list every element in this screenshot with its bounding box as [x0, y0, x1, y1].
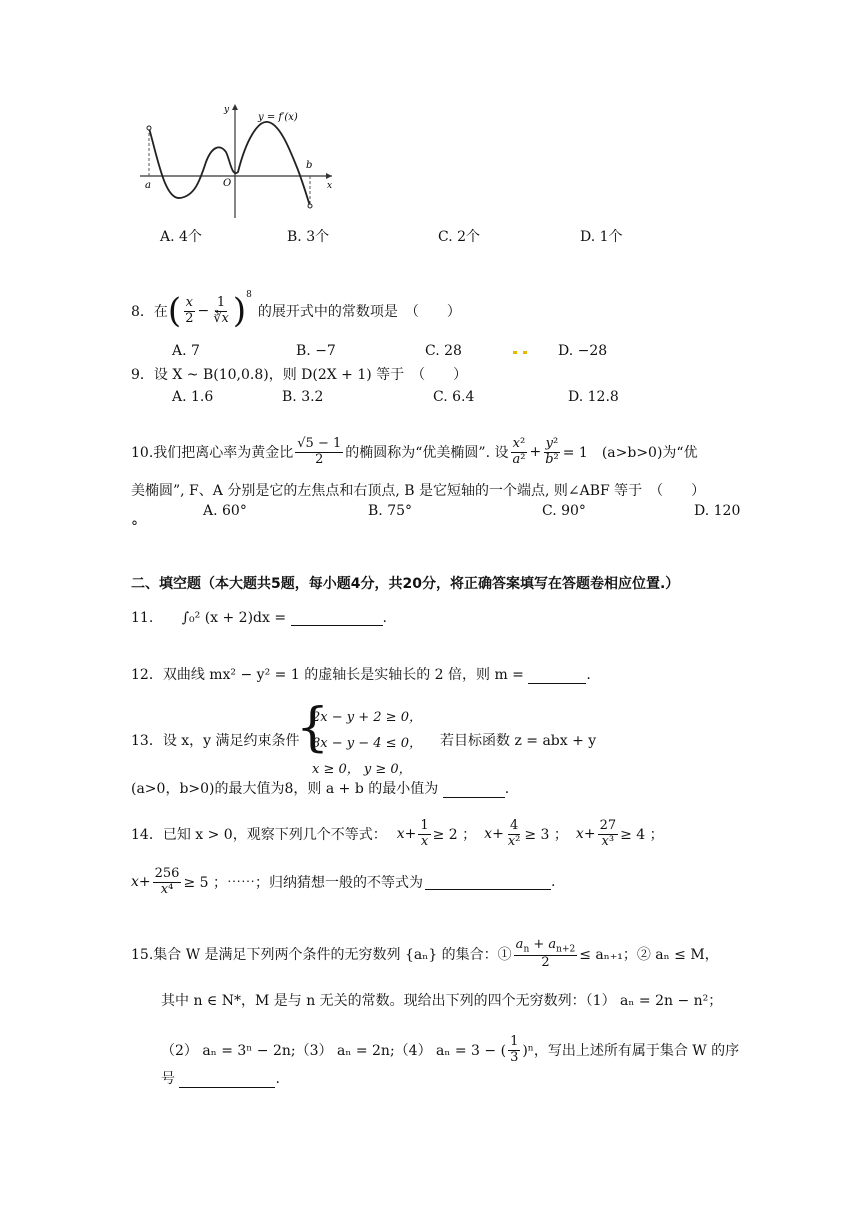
q15-line1: 15.集合 W 是满足下列两个条件的无穷数列 {aₙ} 的集合：① $\frac{a_n + a_{n+2}}{2}$ ≤ aₙ₊₁；② aₙ ≤ M， — [131, 936, 719, 971]
q10-line1: 10.我们把离心率为黄金比 $\frac{√5 - 1}{2}$ 的椭圆称为“优美椭圆”. 设 $\frac{\text{x²}}{\text{a²}}$ + $\frac{\text{y²}}{\text{b²}}$ = 1 (a>b>0)为“优 — [131, 436, 698, 467]
q8-option-b: B. −7 — [296, 343, 336, 359]
q12-answer-blank[interactable] — [528, 669, 586, 684]
q13-answer-blank[interactable] — [443, 783, 505, 798]
q15-line2: 其中 n ∈ N*，M 是与 n 无关的常数。现给出下列的四个无穷数列：（1） aₙ = 2n − n²； — [161, 993, 723, 1009]
q15-line4-text: 号 — [161, 1071, 175, 1087]
q13-line2 — [131, 778, 509, 798]
q9-option-c: C. 6.4 — [433, 389, 475, 405]
q10-line1c: = 1 (a>b>0)为“优 — [562, 445, 698, 461]
q14-ineq2: ≥ 3 ； — [524, 827, 568, 843]
q14-ineq3: ≥ 4 ； — [620, 827, 664, 843]
q15-end: . — [275, 1071, 280, 1087]
q7-option-c: C. 2个 — [438, 229, 481, 245]
q13-constraint-1: 2x − y + 2 ≥ 0， — [312, 710, 422, 725]
q12-text: 12．双曲线 mx² − y² = 1 的虚轴长是实轴长的 2 倍，则 m = — [131, 667, 524, 683]
q15-answer-blank[interactable] — [179, 1073, 275, 1088]
q14-ineq4: ≥ 5 ；⋯⋯；归纳猜想一般的不等式为 — [183, 875, 424, 891]
q9-option-d: D. 12.8 — [568, 389, 619, 405]
q13-line2-text: (a>0，b>0)的最大值为8，则 a + b 的最小值为 — [131, 781, 439, 797]
q10-line1b: 的椭圆称为“优美椭圆”. 设 — [345, 445, 509, 461]
origin-label: O — [223, 178, 232, 189]
q14-intro: 14．已知 x > 0，观察下列几个不等式： — [131, 827, 387, 843]
q10-option-b: B. 75° — [368, 503, 413, 519]
q8-line: 8．在 ( $\frac{x}{2}$ − $\frac{1}{∛x}$ ) $^8$ 的展开式中的常数项是 （ ） — [131, 290, 461, 331]
q15-line1a: 15.集合 W 是满足下列两个条件的无穷数列 {aₙ} 的集合：① — [131, 947, 512, 963]
q15-line3b: )ⁿ，写出上述所有属于集合 W 的序 — [522, 1043, 740, 1059]
section-header: 二、填空题（本大题共5题，每小题4分，共20分，将正确答案填写在答题卷相应位置.） — [131, 576, 680, 592]
axis-y-label: y — [224, 105, 230, 115]
q7-option-d: D. 1个 — [580, 229, 623, 245]
q10-option-c: C. 90° — [542, 503, 586, 519]
curve-label: y = f′(x) — [258, 112, 298, 123]
point-a-label: a — [145, 180, 151, 191]
q13-brace: { — [296, 698, 330, 758]
q15-line1b: ≤ aₙ₊₁；② aₙ ≤ M， — [579, 947, 719, 963]
q14-ineq1: ≥ 2 ； — [432, 827, 477, 843]
point-b-label: b — [306, 160, 313, 171]
q13-constraint-2: 8x − y − 4 ≤ 0， — [312, 736, 422, 751]
q7-option-b: B. 3个 — [287, 229, 330, 245]
q9-option-b: B. 3.2 — [282, 389, 324, 405]
q14-line1: 14．已知 x > 0，观察下列几个不等式： x + $\frac{1}{x}$ ≥ 2 ； x + $\frac{4}{\text{x²}}$ ≥ 3 ； x + $\frac{27}{\text{x³}}$ ≥ 4 ； — [131, 818, 664, 849]
q15-line3a: （2） aₙ = 3ⁿ − 2n;（3） aₙ = 2n;（4） aₙ = 3 − ( — [161, 1043, 507, 1059]
q11-expr: ∫₀² (x + 2)dx = — [181, 610, 287, 626]
q11-end: . — [382, 610, 387, 626]
q8-option-c: C. 28 — [425, 343, 462, 359]
q8-prefix: 8．在 — [131, 304, 168, 320]
q8-option-a: A. 7 — [172, 343, 200, 359]
q15-line3: （2） aₙ = 3ⁿ − 2n;（3） aₙ = 2n;（4） aₙ = 3 − ( $\frac{1}{3}$ )ⁿ，写出上述所有属于集合 W 的序 — [161, 1034, 740, 1065]
q10-option-a: A. 60° — [203, 503, 247, 519]
q9-text: 9．设 X ~ B(10,0.8)，则 D(2X + 1) 等于 （ ） — [131, 367, 468, 383]
q8-option-d: D. −28 — [558, 343, 608, 359]
q13-constraint-3: x ≥ 0， y ≥ 0， — [312, 762, 412, 777]
q15-line4 — [161, 1068, 280, 1088]
q14-answer-blank[interactable] — [425, 875, 551, 890]
q9-option-a: A. 1.6 — [172, 389, 214, 405]
axis-x-label: x — [327, 181, 333, 191]
q13-target: 若目标函数 z = abx + y — [440, 733, 597, 749]
q14-line2: x + $\frac{256}{\text{x⁴}}$ ≥ 5 ；⋯⋯；归纳猜想一般的不等式为 . — [131, 866, 556, 897]
q13-lead: 13．设 x，y 满足约束条件 — [131, 733, 300, 749]
derivative-graph — [140, 100, 340, 220]
q12-end: . — [586, 667, 591, 683]
q7-option-a: A. 4个 — [160, 229, 202, 245]
q11-line — [131, 610, 387, 626]
q8-suffix: 的展开式中的常数项是 （ ） — [257, 304, 461, 320]
q10-line1a: 10.我们把离心率为黄金比 — [131, 445, 294, 461]
q10-tail: ° — [131, 519, 138, 535]
q12-line — [131, 664, 591, 684]
q10-line2: 美椭圆”, F、A 分别是它的左焦点和右顶点, B 是它短轴的一个端点, 则∠ABF 等于 （ ） — [131, 483, 706, 499]
q11-num: 11. — [131, 610, 154, 626]
q13-end: . — [504, 781, 510, 797]
q10-option-d: D. 120 — [694, 503, 741, 519]
q14-end: . — [551, 874, 556, 890]
q11-answer-blank[interactable] — [291, 611, 383, 626]
